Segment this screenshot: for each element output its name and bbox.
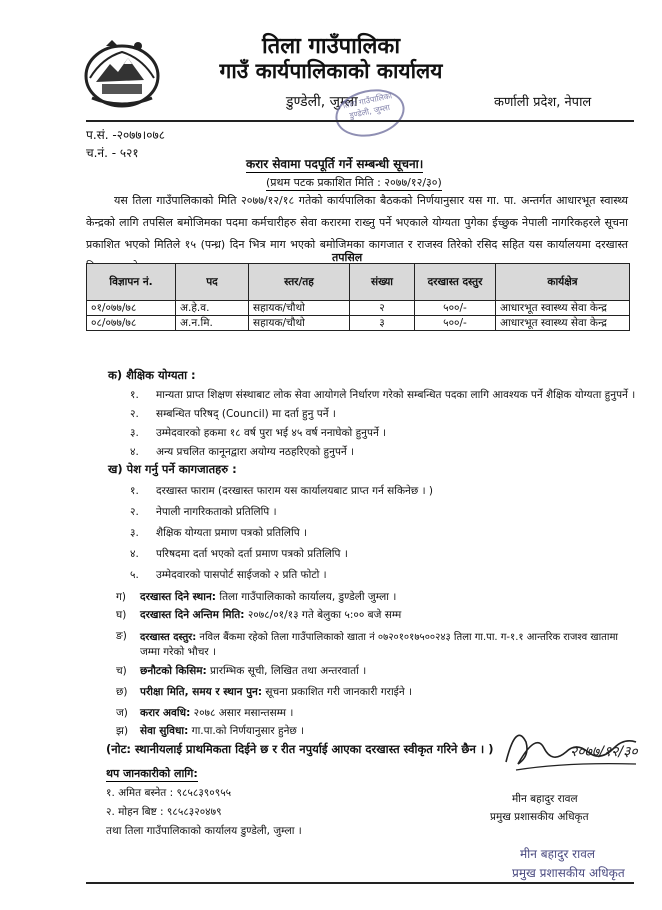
- list-item-number: १.: [130, 485, 139, 497]
- footer-divider: [86, 882, 634, 884]
- table-caption: तपसिल: [332, 251, 363, 264]
- detail-marker: ज): [116, 707, 128, 719]
- vacancy-table: [86, 263, 630, 331]
- detail-label: दरखास्त दिने स्थान:: [140, 591, 217, 603]
- detail-label: सेवा सुविधा:: [140, 725, 189, 737]
- notice-title: करार सेवामा पदपूर्ति गर्ने सम्बन्धी सूचना।: [246, 157, 424, 171]
- office-subtitle: गाउँ कार्यपालिकाको कार्यालय: [219, 59, 443, 83]
- detail-label: छनौटको किसिम:: [140, 665, 207, 677]
- documents-heading: ख) पेश गर्नु पर्ने कागजातहरु :: [108, 462, 237, 476]
- cell-count: ३: [350, 316, 415, 331]
- contact-line: १. अमित बस्नेत : ९८५८३९०९५५: [106, 787, 232, 799]
- detail-label: करार अवधि:: [140, 707, 191, 719]
- detail-marker: घ): [116, 609, 127, 621]
- detail-marker: ग): [116, 591, 127, 603]
- list-item: दरखास्त फाराम (दरखास्त फाराम यस कार्यालयबाट प्राप्त गर्न सकिनेछ । ): [156, 485, 433, 497]
- list-item-number: ४.: [130, 548, 139, 560]
- detail-label: दरखास्त दिने अन्तिम मिति:: [140, 609, 245, 621]
- col-ad-no: विज्ञापन नं.: [87, 264, 176, 301]
- signatory-name: मीन बहादुर रावल: [512, 793, 578, 805]
- table-header-row: [87, 264, 630, 301]
- stamp-title: प्रमुख प्रशासकीय अधिकृत: [512, 866, 625, 880]
- col-count: संख्या: [350, 264, 415, 301]
- detail-marker: झ): [116, 725, 129, 737]
- list-item-number: ५.: [130, 569, 139, 581]
- cell-workplace: आधारभूत स्वास्थ्य सेवा केन्द्र: [496, 316, 630, 331]
- signature-date: २०७७/१२/३०: [570, 744, 638, 760]
- table-row: [87, 301, 630, 316]
- col-level: स्तर/तह: [249, 264, 350, 301]
- detail-marker: च): [116, 665, 127, 677]
- detail-continuation: जम्मा गरेको भौचर ।: [140, 646, 216, 658]
- detail-value: तिला गाउँपालिकाको कार्यालय, डुण्डेली जुम्ला ।: [216, 591, 397, 603]
- office-location: डुण्डेली, जुम्ला: [286, 94, 358, 110]
- office-contact: तथा तिला गाउँपालिकाको कार्यालय डुण्डेली, जुम्ला ।: [106, 825, 302, 837]
- cell-post: अ.न.मि.: [176, 316, 249, 331]
- qualification-heading: क) शैक्षिक योग्यता :: [108, 368, 196, 382]
- notice-paragraph: यस तिला गाउँपालिकाको मिति २०७७/१२/१८ गतेको कार्यपालिका बैठकको निर्णयानुसार यस गा. पा. अन्तर्गत आधारभूत स्वास्थ्य केन्द्रको लागि तपसिल बमोजिमका पदमा कर्मचारीहरु सेवा करारमा राख्नु पर्ने भएकाले योग्यता पुगेका ईच्छुक नेपाली नागरिकहरले सूचना प्रकाशित भएको मितिले १५ (पन्ध्र) दिन भित्र माग भएको बमोजिमका कागजात र राजस्व तिरेको रसिद सहित यस कार्यालयमा दरखास्त: [86, 194, 628, 251]
- dispatch-number: च.नं. - ५२१: [86, 146, 139, 160]
- cell-level: सहायक/चौथो: [249, 301, 350, 316]
- letter-number: प.सं. -२०७७।०७८: [86, 128, 165, 142]
- detail-value: प्रारम्भिक सूची, लिखित तथा अन्तरवार्ता ।: [206, 665, 367, 677]
- list-item-number: २.: [130, 408, 139, 420]
- table-row: [87, 316, 630, 331]
- cell-fee: ५००/-: [415, 301, 496, 316]
- col-post: पद: [176, 264, 249, 301]
- signatory-title: प्रमुख प्रशासकीय अधिकृत: [490, 811, 589, 823]
- detail-marker: ङ): [116, 630, 127, 642]
- cell-count: २: [350, 301, 415, 316]
- office-seal: तिला गाउँपालिका डुण्डेली, जुम्ला: [331, 83, 409, 143]
- list-item: नेपाली नागरिकताको प्रतिलिपि ।: [156, 506, 277, 518]
- publish-date: (प्रथम पटक प्रकाशित मिति : २०७७/१२/३०): [266, 176, 442, 189]
- col-fee: दरखास्त दस्तुर: [415, 264, 496, 301]
- list-item: परिषदमा दर्ता भएको दर्ता प्रमाण पत्रको प्रतिलिपि ।: [156, 548, 348, 560]
- col-workplace: कार्यक्षेत्र: [496, 264, 630, 301]
- cell-workplace: आधारभूत स्वास्थ्य सेवा केन्द्र: [496, 301, 630, 316]
- province-label: कर्णाली प्रदेश, नेपाल: [494, 95, 592, 110]
- detail-value: सूचना प्रकाशित गरी जानकारी गराईने ।: [262, 686, 412, 698]
- cell-ad-no: ०१/०७७/७८: [87, 301, 176, 316]
- list-item: अन्य प्रचलित कानूनद्वारा अयोग्य नठहरिएको हुनुपर्ने ।: [156, 446, 355, 458]
- cell-ad-no: ०८/०७७/७८: [87, 316, 176, 331]
- list-item-number: ४.: [130, 446, 139, 458]
- list-item: मान्यता प्राप्त शिक्षण संस्थाबाट लोक सेवा आयोगले निर्धारण गरेको सम्बन्धित पदका लागि आवश्यक पर्ने शैक्षिक योग्यता हुनुपर्ने ।: [156, 389, 636, 401]
- note-text: (नोट: स्थानीयलाई प्राथमिकता दिईने छ र रीत नपुर्याई आएका दरखास्त स्वीकृत गरिने छैन । ): [106, 742, 494, 756]
- list-item: शैक्षिक योग्यता प्रमाण पत्रको प्रतिलिपि ।: [156, 527, 307, 539]
- list-item: सम्बन्धित परिषद् (Council) मा दर्ता हुनु पर्ने ।: [156, 408, 336, 420]
- cell-fee: ५००/-: [415, 316, 496, 331]
- detail-value: नविल बैंकमा रहेको तिला गाउँपालिकाको खाता नं ०७२०१०१७५००२४३ तिला गा.पा. ग-१.१ आन्तरिक राजश्व खातामा: [196, 632, 619, 643]
- cell-level: सहायक/चौथो: [249, 316, 350, 331]
- list-item: उम्मेदवारको हकमा १८ वर्ष पुरा भई ४५ वर्ष ननाघेको हुनुपर्ने ।: [156, 427, 387, 439]
- handwritten-signature: [496, 712, 646, 782]
- detail-value: २०७८ असार मसान्तसम्म ।: [190, 707, 294, 719]
- list-item-number: ३.: [130, 527, 139, 539]
- detail-value: २०७८/०१/१३ गते बेलुका ५:०० बजे सम्म: [244, 609, 402, 621]
- header-divider: [86, 120, 634, 122]
- detail-label: दरखास्त दस्तुर:: [140, 632, 197, 643]
- list-item: उम्मेदवारको पासपोर्ट साईजको २ प्रति फोटो ।: [156, 569, 327, 581]
- stamp-name: मीन बहादुर रावल: [520, 847, 596, 861]
- detail-value: गा.पा.को निर्णयानुसार हुनेछ ।: [188, 725, 305, 737]
- list-item-number: ३.: [130, 427, 139, 439]
- cell-post: अ.हे.व.: [176, 301, 249, 316]
- list-item-number: १.: [130, 389, 139, 401]
- contact-line: २. मोहन बिष्ट : ९८५८३२०४७९: [106, 806, 222, 818]
- office-name: तिला गाउँपालिका: [261, 34, 401, 59]
- more-info-heading: थप जानकारीको लागि:: [106, 767, 198, 780]
- detail-label: परीक्षा मिति, समय र स्थान पुन:: [140, 686, 263, 698]
- detail-marker: छ): [116, 686, 128, 698]
- list-item-number: २.: [130, 506, 139, 518]
